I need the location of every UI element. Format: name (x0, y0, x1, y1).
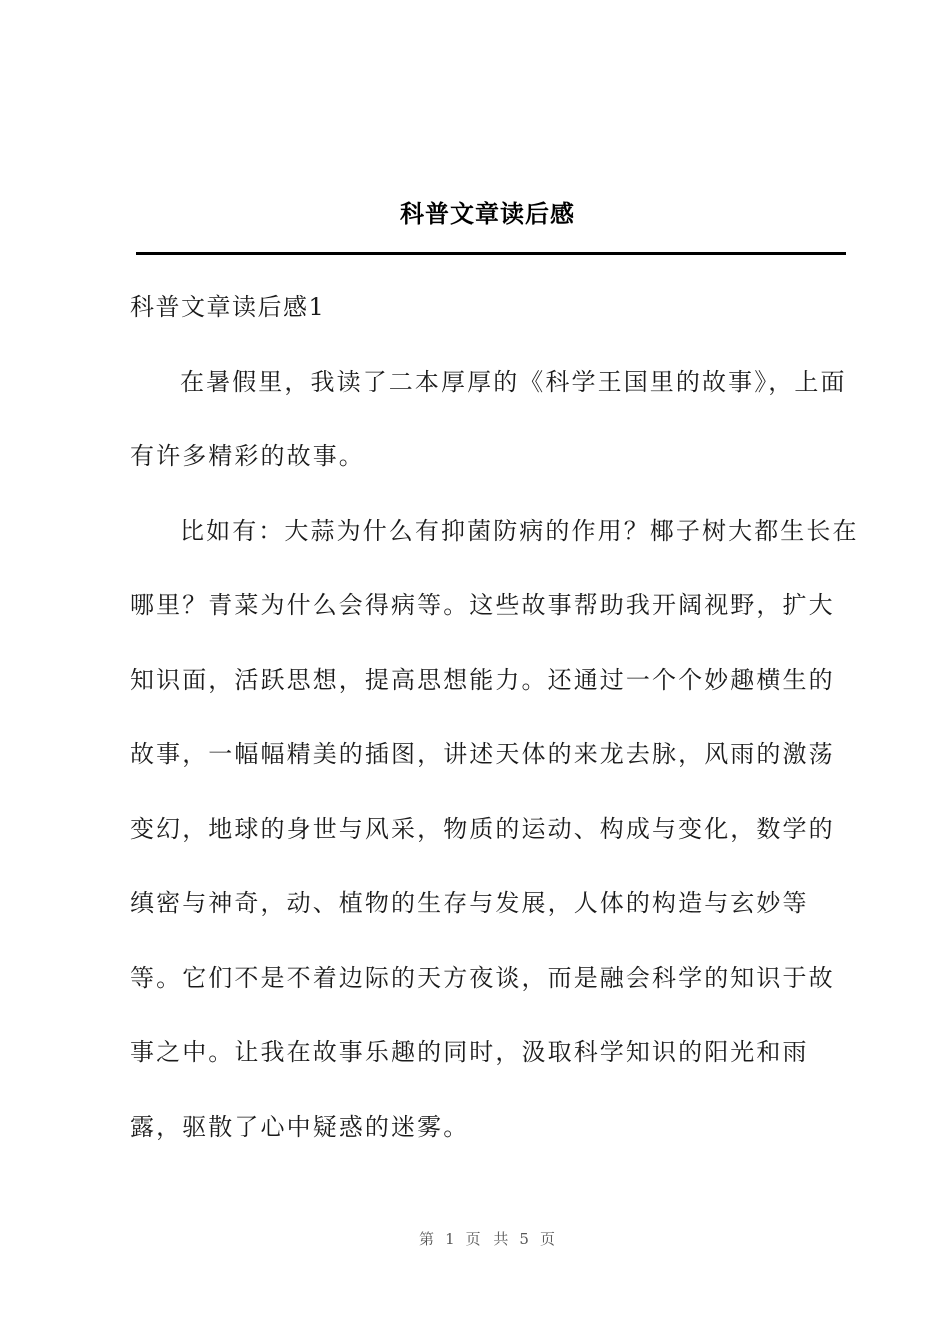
footer-label-page: 第 (419, 1230, 436, 1248)
document-body (130, 270, 860, 1164)
paragraph-2: 比如有：大蒜为什么有抑菌防病的作用？椰子树大都生长在哪里？青菜为什么会得病等。这些故事帮助我开阔视野，扩大知识面，活跃思想，提高思想能力。还通过一个个妙趣横生的故事，一幅幅精美的插图，讲述天体的来龙去脉，风雨的激荡变幻，地球的身世与风采，物质的运动、构成与变化，数学的缜密与神奇，动、植物的生存与发展，人体的构造与玄妙等等。它们不是不着边际的天方夜谈，而是融会科学的知识于故事之中。让我在故事乐趣的同时，汲取科学知识的阳光和雨露，驱散了心中疑惑的迷雾。 (130, 516, 859, 1141)
footer-total-pages: 5 (519, 1230, 530, 1248)
footer-label-pages: 页 (539, 1230, 556, 1248)
title-divider (136, 252, 846, 255)
footer-label-of: 页 共 (465, 1230, 510, 1248)
paragraph-1: 在暑假里，我读了二本厚厚的《科学王国里的故事》，上面有许多精彩的故事。 (130, 367, 847, 470)
document-title: 科普文章读后感 (400, 199, 575, 228)
footer-current-page: 1 (445, 1230, 456, 1248)
page-footer (0, 1228, 950, 1249)
section-heading: 科普文章读后感1 (130, 293, 326, 321)
